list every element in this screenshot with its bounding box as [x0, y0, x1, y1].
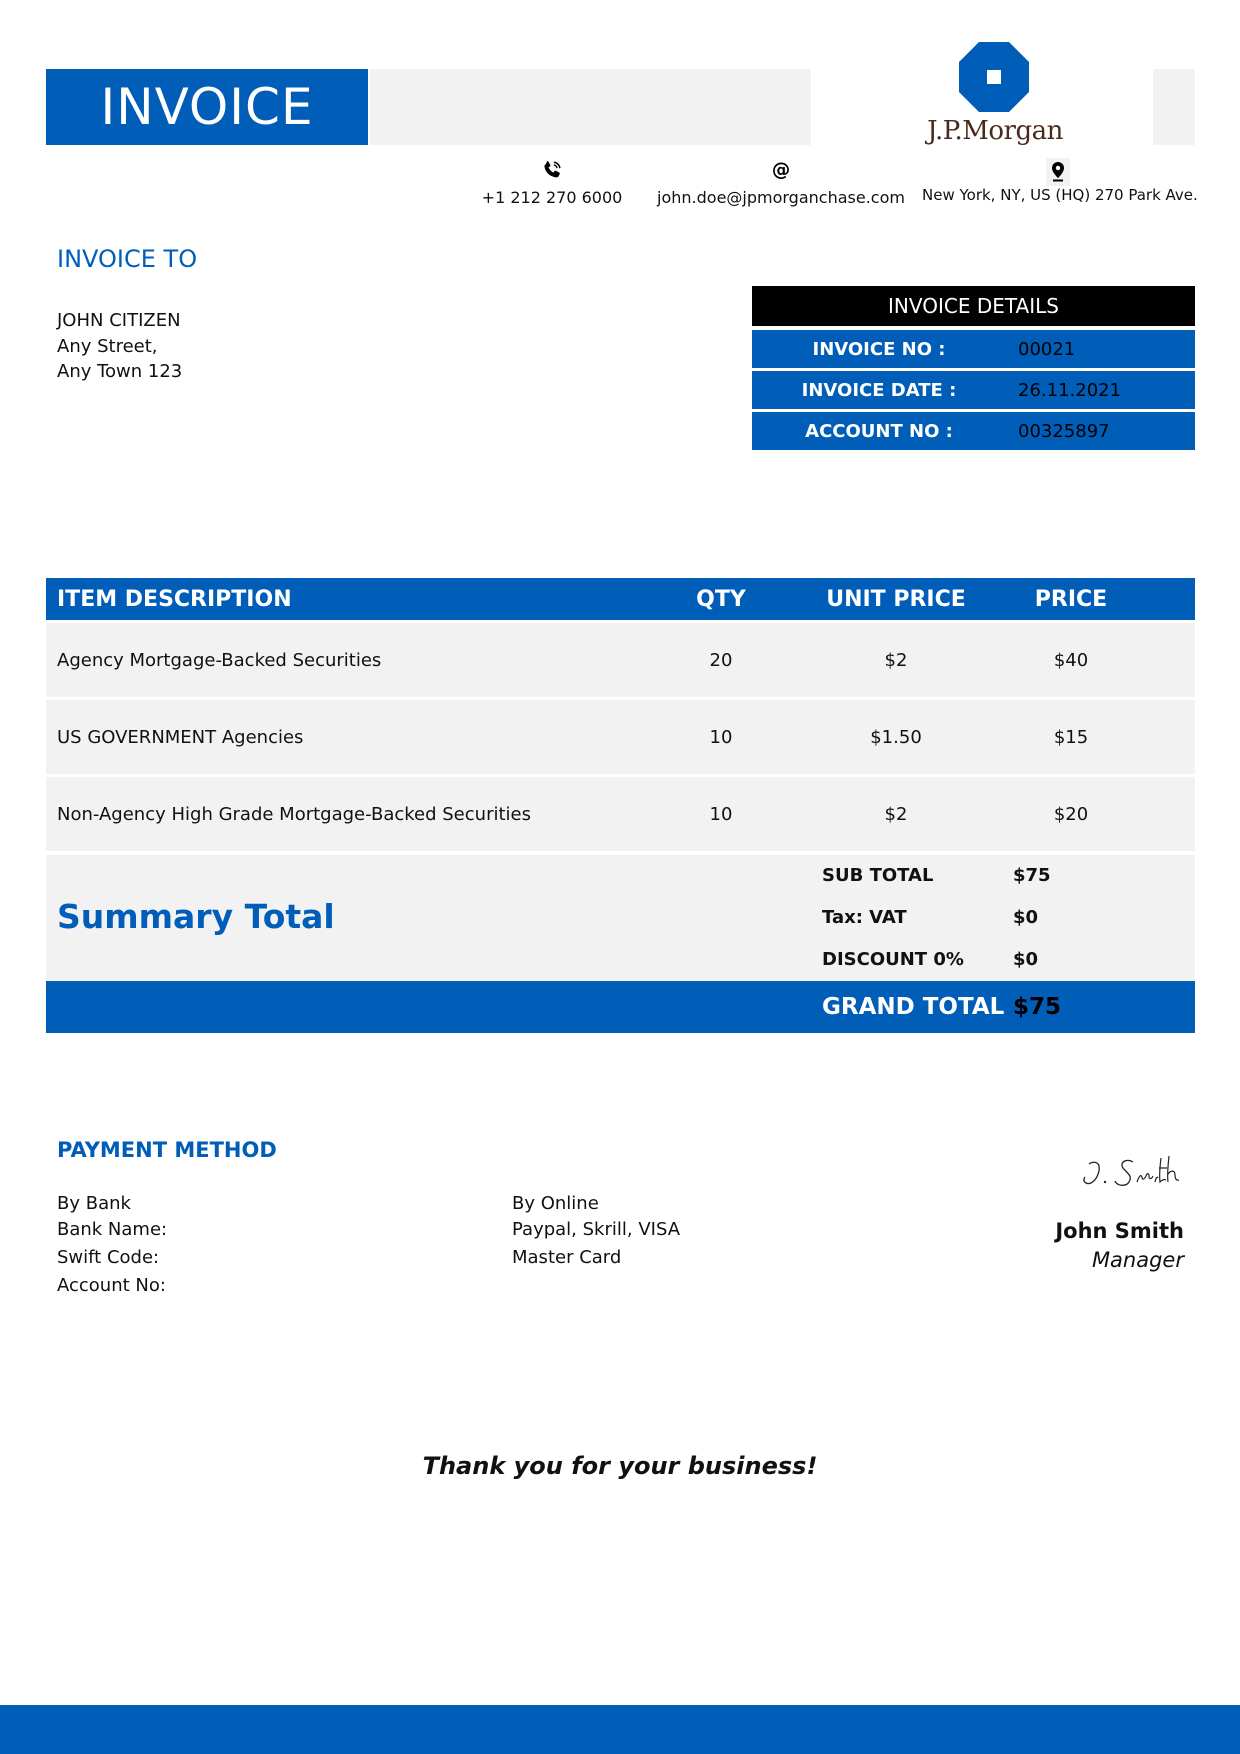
item-description: Non-Agency High Grade Mortgage-Backed Securities [57, 803, 531, 825]
item-qty: 20 [709, 649, 733, 671]
handwritten-signature [1075, 1152, 1185, 1198]
tax-value: $0 [1013, 907, 1039, 928]
payment-online-line: Paypal, Skrill, VISA [512, 1219, 681, 1240]
sub-total-value: $75 [1013, 865, 1051, 886]
grand-total-value: $75 [1013, 994, 1062, 1020]
details-row-invoice-date [752, 371, 1195, 409]
discount-value: $0 [1013, 949, 1039, 970]
grand-total-bar [46, 981, 1195, 1033]
details-row-invoice-no [752, 330, 1195, 368]
payment-online-line: Master Card [512, 1247, 622, 1268]
table-row [46, 777, 1195, 851]
at-icon [770, 158, 792, 182]
payment-bank-line: Swift Code: [57, 1247, 160, 1268]
header-unit-price: UNIT PRICE [826, 586, 966, 612]
item-description: Agency Mortgage-Backed Securities [57, 649, 382, 671]
footer-bar [0, 1705, 1240, 1754]
details-value: 00325897 [1018, 420, 1110, 442]
item-price: $40 [1053, 649, 1089, 671]
item-unit-price: $2 [884, 649, 908, 671]
thank-you-message: Thank you for your business! [422, 1452, 818, 1480]
office-address: New York, NY, US (HQ) 270 Park Ave. [922, 186, 1198, 204]
signatory-name: John Smith [1055, 1219, 1184, 1243]
summary-title: Summary Total [57, 897, 335, 936]
item-qty: 10 [709, 726, 733, 748]
contact-phone [470, 158, 634, 207]
header-grey-band [370, 69, 811, 145]
contact-email [650, 158, 912, 207]
svg-text:@: @ [771, 159, 791, 181]
phone-icon [541, 158, 563, 182]
details-row-account-no [752, 412, 1195, 450]
invoice-to-heading: INVOICE TO [57, 245, 198, 273]
header-price: PRICE [1034, 586, 1108, 612]
octagon-logo-icon [959, 42, 1029, 112]
recipient-street: Any Street, [57, 336, 158, 357]
grand-total-label: GRAND TOTAL [822, 994, 1005, 1020]
table-row [46, 700, 1195, 774]
discount-label: DISCOUNT 0% [822, 949, 964, 970]
header-item-description: ITEM DESCRIPTION [57, 586, 292, 612]
item-description: US GOVERNMENT Agencies [57, 726, 304, 748]
invoice-title: INVOICE [46, 69, 368, 145]
header-qty: QTY [696, 586, 746, 612]
items-table-header [46, 578, 1195, 620]
recipient-name: JOHN CITIZEN [57, 310, 181, 331]
details-value: 26.11.2021 [1018, 379, 1122, 401]
item-unit-price: $1.50 [870, 726, 922, 748]
payment-online-line: By Online [512, 1193, 599, 1214]
item-price: $15 [1053, 726, 1089, 748]
company-logo [920, 40, 1070, 152]
table-row [46, 623, 1195, 697]
item-price: $20 [1053, 803, 1089, 825]
details-label: INVOICE NO : [812, 338, 946, 360]
item-qty: 10 [709, 803, 733, 825]
header-grey-band-end [1153, 69, 1195, 145]
tax-label: Tax: VAT [822, 907, 907, 928]
details-label: INVOICE DATE : [801, 379, 957, 401]
logo-wordmark: J.P.Morgan [927, 116, 1063, 146]
recipient-town: Any Town 123 [57, 361, 183, 382]
payment-bank-line: By Bank [57, 1193, 131, 1214]
summary-section [46, 855, 1195, 981]
invoice-details-heading: INVOICE DETAILS [752, 286, 1195, 326]
email-address: john.doe@jpmorganchase.com [657, 188, 905, 207]
sub-total-label: SUB TOTAL [822, 865, 934, 886]
item-unit-price: $2 [884, 803, 908, 825]
payment-method-heading: PAYMENT METHOD [57, 1138, 277, 1162]
details-label: ACCOUNT NO : [805, 420, 953, 442]
contact-address [922, 158, 1198, 204]
payment-bank-line: Account No: [57, 1275, 166, 1296]
details-value: 00021 [1018, 338, 1076, 360]
phone-number: +1 212 270 6000 [481, 188, 623, 207]
signatory-title: Manager [1091, 1248, 1184, 1272]
payment-bank-line: Bank Name: [57, 1219, 168, 1240]
location-pin-icon [1046, 158, 1070, 186]
